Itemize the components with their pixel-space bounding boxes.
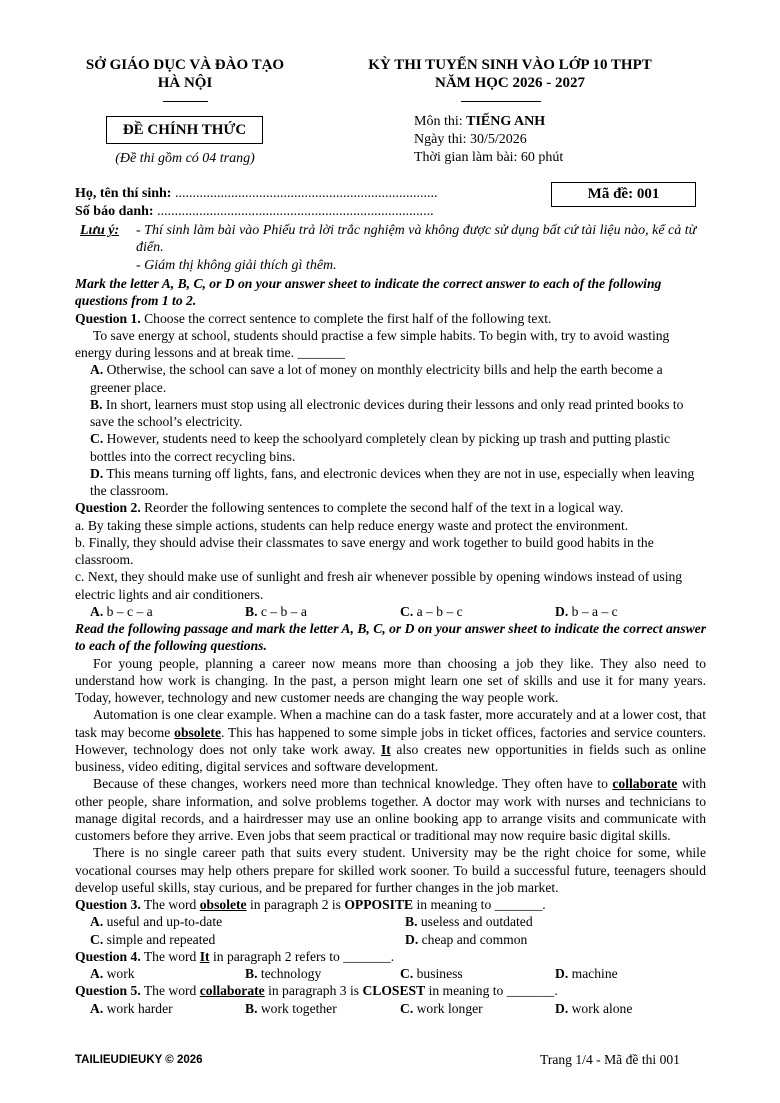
option-text: business xyxy=(413,966,463,981)
main-content xyxy=(75,275,706,1017)
question-text: in paragraph 3 is xyxy=(264,983,363,999)
question-4-options xyxy=(75,965,706,982)
school-year: NĂM HỌC 2026 - 2027 xyxy=(435,75,585,91)
option-text: This means turning off lights, fans, and electronic devices when they are not in use, especially when leaving the classroom. xyxy=(90,465,695,498)
question-1-option-a[interactable] xyxy=(75,361,706,396)
option-letter: B. xyxy=(90,396,103,412)
option-letter: D. xyxy=(405,931,419,947)
option-letter: A. xyxy=(90,362,104,378)
option-text: technology xyxy=(257,966,322,981)
option-letter: A. xyxy=(90,1000,104,1016)
option-text: work harder xyxy=(103,1000,173,1016)
option-text: machine xyxy=(568,966,618,981)
option-letter: C. xyxy=(90,931,104,947)
option-letter: B. xyxy=(405,914,418,930)
section1-instruction: Mark the letter A, B, C, or D on your answer sheet to indicate the correct answer to each of the following questions from 1 to 2. xyxy=(75,276,662,309)
question-4-option-c[interactable] xyxy=(400,965,555,982)
option-text: work alone xyxy=(568,1000,633,1016)
question-2-option-b[interactable] xyxy=(245,603,400,620)
exam-duration: Thời gian làm bài: 60 phút xyxy=(414,150,564,165)
subject-line xyxy=(414,113,545,130)
option-letter: B. xyxy=(245,1000,258,1016)
question-5-word: collaborate xyxy=(199,983,265,999)
passage-text: also creates new opportunities in fields such as online business, video editing, digital services and software development. xyxy=(75,741,707,774)
option-letter: B. xyxy=(245,603,258,619)
option-text: However, students need to keep the schoolyard completely clean by picking up trash and putting plastic bottles into the correct recycling bins. xyxy=(90,431,671,464)
option-text: b – a – c xyxy=(568,603,618,619)
question-1-option-c[interactable] xyxy=(75,430,706,465)
question-2-option-d[interactable] xyxy=(555,603,710,620)
question-4-option-b[interactable] xyxy=(245,965,400,982)
question-2-options xyxy=(75,603,706,620)
question-5-option-c[interactable] xyxy=(400,1000,555,1017)
question-2 xyxy=(75,499,706,516)
option-text: b – c – a xyxy=(103,603,153,619)
question-text: in meaning to _______. xyxy=(413,897,546,912)
candidate-id-field[interactable]: ............................................................................... xyxy=(153,204,434,219)
footer-brand: TAILIEUDIEUKY © 2026 xyxy=(75,1054,203,1066)
official-exam-box xyxy=(106,116,263,144)
question-text: in paragraph 2 refers to _______. xyxy=(209,948,395,964)
question-4-label: Question 4. xyxy=(75,948,141,964)
passage-text: Because of these changes, workers need more than technical knowledge. They often have to xyxy=(93,776,613,792)
question-5 xyxy=(75,982,706,999)
question-1-text: To save energy at school, students should practise a few simple habits. To begin with, try to avoid wasting energy during lessons and at break time. _______ xyxy=(75,327,670,360)
question-text: The word xyxy=(140,948,200,964)
footer-page-number: Trang 1/4 - Mã đề thi 001 xyxy=(540,1052,680,1067)
passage-text: with other people, share information, and solve problems together. A doctor may work with nurses and technicians to manage digital records, and a hairdresser may use an online booking app to arrange visits and communicate with customers before they arrive. Even jobs that seem practical or traditional may now require basic digital skills. xyxy=(75,776,706,843)
header-right xyxy=(340,56,680,92)
note-label: Lưu ý: xyxy=(80,223,120,238)
highlighted-word-it: It xyxy=(380,741,391,757)
section2-instruction: Read the following passage and mark the letter A, B, C, or D on your answer sheet to indicate the correct answer to each of the following questions. xyxy=(75,621,706,654)
note-block xyxy=(80,222,705,274)
highlighted-word-obsolete: obsolete xyxy=(174,724,221,740)
question-3-options-row-2 xyxy=(75,931,706,948)
option-letter: A. xyxy=(90,603,104,619)
question-2-stem: Reorder the following sentences to complete the second half of the text in a logical way. xyxy=(140,500,624,516)
exam-code: Mã đề: 001 xyxy=(587,186,660,202)
question-5-option-d[interactable] xyxy=(555,1000,710,1017)
exam-date: Ngày thi: 30/5/2026 xyxy=(414,132,527,147)
option-text: work xyxy=(103,966,135,981)
candidate-name-line xyxy=(75,185,437,202)
option-letter: C. xyxy=(400,603,414,619)
option-letter: D. xyxy=(555,966,569,981)
question-3-option-a[interactable] xyxy=(90,913,405,930)
candidate-name-field[interactable]: ........................................................................... xyxy=(171,186,438,201)
option-text: useful and up-to-date xyxy=(103,914,223,930)
question-3 xyxy=(75,896,706,913)
question-2-label: Question 2. xyxy=(75,500,141,516)
option-text: simple and repeated xyxy=(103,931,216,947)
question-2-option-c[interactable] xyxy=(400,603,555,620)
question-text: The word xyxy=(140,897,200,912)
city-name: HÀ NỘI xyxy=(157,75,213,91)
passage-paragraph-1: For young people, planning a career now means more than choosing a job they like. They also need to understand how work is changing. In the past, a person might learn one set of skills and use it for many years. Today, however, technology and new customer needs are changing the way people work. xyxy=(75,655,706,705)
exam-code-box xyxy=(551,182,696,207)
option-letter: D. xyxy=(555,1000,569,1016)
passage-text: Automation is one clear example. When a machine can do a task faster, more accurately and at a lower cost, that task may become xyxy=(75,707,706,740)
question-5-options xyxy=(75,1000,706,1017)
question-4-option-a[interactable] xyxy=(90,965,245,982)
question-5-option-a[interactable] xyxy=(90,1000,245,1017)
option-letter: A. xyxy=(90,914,104,930)
option-text: work longer xyxy=(413,1000,483,1016)
question-1-stem: Choose the correct sentence to complete the first half of the following text. xyxy=(140,310,552,326)
candidate-id-line xyxy=(75,203,434,220)
passage-paragraph-2 xyxy=(75,706,706,775)
question-text: in paragraph 2 is xyxy=(246,897,345,912)
highlighted-word-collaborate: collaborate xyxy=(612,776,678,792)
question-4-option-d[interactable] xyxy=(555,965,710,982)
option-letter: D. xyxy=(555,603,569,619)
option-text: a – b – c xyxy=(413,603,463,619)
candidate-id-label: Số báo danh: xyxy=(75,204,154,219)
question-2-option-a[interactable] xyxy=(90,603,245,620)
question-5-label: Question 5. xyxy=(75,983,141,999)
question-3-option-c[interactable] xyxy=(90,931,405,948)
passage-paragraph-4: There is no single career path that suits every student. University may be the right choice for some, while vocational courses may help others prepare for skilled work sooner. To build a successful future, teenagers should develop useful skills, stay curious, and be prepared for further changes in the job market. xyxy=(75,845,706,895)
candidate-name-label: Họ, tên thí sinh: xyxy=(75,186,172,201)
passage-text: . This has happened to some simple jobs in ticket offices, factories and service counters. However, technology does not only take work away. xyxy=(75,724,706,757)
option-text: Otherwise, the school can save a lot of money on monthly electricity bills and help the earth become a greener place. xyxy=(90,362,663,395)
department-name: SỞ GIÁO DỤC VÀ ĐÀO TẠO xyxy=(85,57,285,73)
note-line-2: - Giám thị không giải thích gì thêm. xyxy=(136,257,337,273)
official-exam-label: ĐỀ CHÍNH THỨC xyxy=(122,122,247,138)
question-3-word: obsolete xyxy=(199,897,247,912)
question-3-label: Question 3. xyxy=(75,897,141,912)
question-5-option-b[interactable] xyxy=(245,1000,400,1017)
header-left xyxy=(60,56,310,92)
question-2-sentence-c: c. Next, they should make use of sunlight and fresh air whenever possible by opening windows instead of using electric lights and air conditioners. xyxy=(75,569,683,602)
question-1 xyxy=(75,310,706,327)
option-letter: C. xyxy=(90,431,104,447)
option-letter: C. xyxy=(400,966,414,981)
subject-name: TIẾNG ANH xyxy=(466,114,546,129)
option-letter: C. xyxy=(400,1000,414,1016)
question-1-label: Question 1. xyxy=(75,310,141,326)
option-letter: B. xyxy=(245,966,258,981)
option-text: c – b – a xyxy=(257,603,307,619)
question-5-key: CLOSEST xyxy=(362,983,426,999)
option-text: useless and outdated xyxy=(417,914,533,930)
question-4-word: It xyxy=(199,948,210,964)
exam-title: KỲ THI TUYỂN SINH VÀO LỚP 10 THPT xyxy=(368,57,652,73)
question-3-options-row-1 xyxy=(75,913,706,930)
option-text: cheap and common xyxy=(418,931,528,947)
question-3-option-b[interactable] xyxy=(405,913,720,930)
question-1-option-d[interactable] xyxy=(75,465,706,500)
question-4 xyxy=(75,948,706,965)
question-2-sentence-b: b. Finally, they should advise their classmates to save energy and work together to build good habits in the classroom. xyxy=(75,534,654,567)
pages-note: (Đề thi gồm có 04 trang) xyxy=(115,151,255,166)
question-3-option-d[interactable] xyxy=(405,931,720,948)
header-left-rule xyxy=(163,101,208,102)
question-1-option-b[interactable] xyxy=(75,396,706,431)
question-text: The word xyxy=(140,983,200,999)
header-right-rule xyxy=(461,101,541,102)
option-letter: A. xyxy=(90,966,104,981)
subject-label: Môn thi: xyxy=(414,114,467,129)
option-text: In short, learners must stop using all electronic devices during their lessons and only read printed books to save the school’s electricity. xyxy=(90,396,684,429)
question-3-key: OPPOSITE xyxy=(344,897,414,912)
question-2-sentence-a: a. By taking these simple actions, students can help reduce energy waste and protect the environment. xyxy=(75,517,629,533)
question-text: in meaning to _______. xyxy=(425,983,558,999)
option-letter: D. xyxy=(90,465,104,481)
option-text: work together xyxy=(257,1000,337,1016)
passage-paragraph-3 xyxy=(75,775,706,844)
note-line-1: - Thí sinh làm bài vào Phiếu trả lời trắc nghiệm và không được sử dụng bất cứ tài liệu nào, kể cả từ điển. xyxy=(136,223,697,256)
